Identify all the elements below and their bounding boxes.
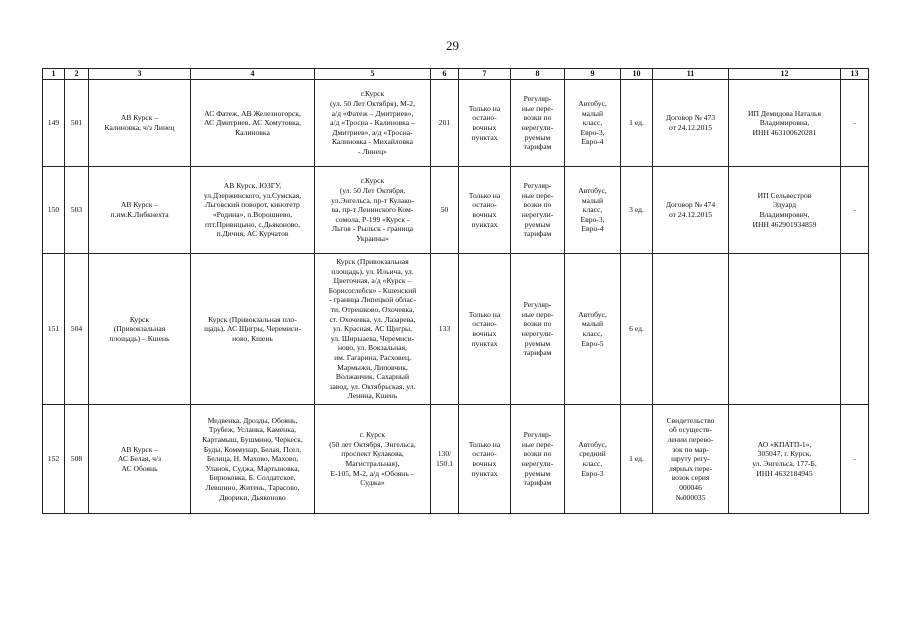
route-name: АВ Курск – п.им.К.Либкнехта	[89, 167, 191, 254]
header-col-3: 3	[89, 69, 191, 80]
route-streets: г. Курск (50 лет Октября, Энгельса, проспект Кулакова, Магистральная), Е-105, М-2, а/д «Обоянь – Суджа»	[315, 405, 431, 514]
header-col-10: 10	[621, 69, 653, 80]
contract	[653, 254, 729, 405]
vehicle-count: 3 ед.	[621, 167, 653, 254]
vehicle-class: Автобус, малый класс, Евро-5	[565, 254, 621, 405]
header-col-1: 1	[43, 69, 65, 80]
route-number: 508	[65, 405, 89, 514]
vehicle-count: 1 ед.	[621, 405, 653, 514]
header-col-8: 8	[511, 69, 565, 80]
route-number: 504	[65, 254, 89, 405]
intermediate-stops: АВ Курск, ЮЗГУ, ул.Дзержинского, ул.Сумская, Льговский поворот, кинотетр «Родина», п.Ворошнево, птг.Привнцыно, с.Дьяконово, п.Дичня, АС Курчатов	[191, 167, 315, 254]
carrier	[729, 254, 841, 405]
route-length: 201	[431, 80, 459, 167]
intermediate-stops: Медвенка, Дрозды, Обоянь, Трубеж, Усланка, Каменка, Картамыш, Бушмино, Черкеcк, Буды, Коммунар, Белая, Псел, Белица, Н. Махово, Махово, Уланок, Суджа, Мартыновка, Бирюковка, Б. Солдатское, Левшино, Житень, Тарасово, Дворики, Дьяконово	[191, 405, 315, 514]
contract: Договор № 473 от 24.12.2015	[653, 80, 729, 167]
routes-table	[42, 68, 869, 514]
notes	[841, 254, 869, 405]
header-col-4: 4	[191, 69, 315, 80]
intermediate-stops: Курск (Привокзальная пло- щадь), АС Щигры, Черемиси- ново, Кшень	[191, 254, 315, 405]
row-number: 150	[43, 167, 65, 254]
route-name: АВ Курск – АС Белая, ч/з АС Обоянь	[89, 405, 191, 514]
table-row	[43, 254, 869, 405]
notes: -	[841, 405, 869, 514]
route-streets: г.Курск (ул. 50 Лет Октября), М-2, а/д «Фатеж – Дмитриев», а/д «Тросна - Калиновка – Дмитриев», а/д «Тросна- Калиновка - Михайловка - Линец»	[315, 80, 431, 167]
contract: Договор № 474 от 24.12.2015	[653, 167, 729, 254]
boarding-procedure: Только на остано- вочных пунктах	[459, 254, 511, 405]
boarding-procedure: Только на остано- вочных пунктах	[459, 80, 511, 167]
carrier: ИП Сельвестров Эдуард Владимирович, ИНН 462901934859	[729, 167, 841, 254]
route-name: АВ Курск – Калиновка, ч/з Линец	[89, 80, 191, 167]
carrier: АО «КПАТП-1», 305047, г. Курск, ул. Энгельса, 177-Б, ИНН 4632184945	[729, 405, 841, 514]
vehicle-class: Автобус, малый класс, Евро-3, Евро-4	[565, 80, 621, 167]
intermediate-stops: АС Фатеж, АВ Железногорск, АС Дмитриев, АС Хомутовка, Калиновка	[191, 80, 315, 167]
route-length: 130/ 150.1	[431, 405, 459, 514]
header-col-9: 9	[565, 69, 621, 80]
transport-type: Регуляр- ные пере- возки по нерегули- руемым тарифам	[511, 80, 565, 167]
header-col-6: 6	[431, 69, 459, 80]
vehicle-class: Автобус, малый класс, Евро-3, Евро-4	[565, 167, 621, 254]
route-name: Курск (Привокзальная площадь) – Кшень	[89, 254, 191, 405]
route-streets: г.Курск (ул. 50 Лет Октября, ул.Энгельса, пр-т Кулако- ва, пр-т Ленинского Ком- сомола, Р-199 «Курск - Льгов - Рыльск - граница Украины»	[315, 167, 431, 254]
carrier: ИП Демидова Наталья Владимировна, ИНН 463100620281	[729, 80, 841, 167]
header-col-11: 11	[653, 69, 729, 80]
header-col-5: 5	[315, 69, 431, 80]
boarding-procedure: Только на остано- вочных пунктах	[459, 405, 511, 514]
page-number: 29	[446, 38, 459, 53]
boarding-procedure: Только на остано- вочных пунктах	[459, 167, 511, 254]
route-number: 501	[65, 80, 89, 167]
header-col-12: 12	[729, 69, 841, 80]
row-number: 151	[43, 254, 65, 405]
route-number: 503	[65, 167, 89, 254]
transport-type: Регуляр- ные пере- возки по нерегули- руемым тарифам	[511, 167, 565, 254]
transport-type: Регуляр- ные пере- возки по нерегули- руемым тарифам	[511, 405, 565, 514]
row-number: 152	[43, 405, 65, 514]
route-streets: Курск (Привокзальная площадь), ул. Ильича, ул. Цветочная, а/д «Курск – Борисоглебск» - Кшенский - граница Липецкой облас- ти, Отрешково, Охочевка, ст. Охочевка, ул. Лазарева, ул. Красная, АС Щигры, ул. Ширыаева, Черемиси- ново, ул. Вокзальная, им. Гагарина, Расховец, Мармыжи, Липовчик, Волжанчик, Сахарный завод, ул. Октябрьская, ул. Ленина, Кшень	[315, 254, 431, 405]
route-length: 133	[431, 254, 459, 405]
contract: Свидетельство об осуществ- лении перево- зок по мар- шруту регу- лярных пере- возок серия 000046 №000035	[653, 405, 729, 514]
notes: -	[841, 167, 869, 254]
vehicle-class: Автобус, средний класс, Евро-3	[565, 405, 621, 514]
table-row	[43, 80, 869, 167]
header-col-2: 2	[65, 69, 89, 80]
table-row	[43, 405, 869, 514]
table-row	[43, 167, 869, 254]
transport-type: Регуляр- ные пере- возки по нерегули- руемым тарифам	[511, 254, 565, 405]
route-length: 50	[431, 167, 459, 254]
row-number: 149	[43, 80, 65, 167]
notes: -	[841, 80, 869, 167]
header-col-13: 13	[841, 69, 869, 80]
vehicle-count: 1 ед.	[621, 80, 653, 167]
header-col-7: 7	[459, 69, 511, 80]
header-row	[43, 69, 869, 80]
vehicle-count: 6 ед.	[621, 254, 653, 405]
